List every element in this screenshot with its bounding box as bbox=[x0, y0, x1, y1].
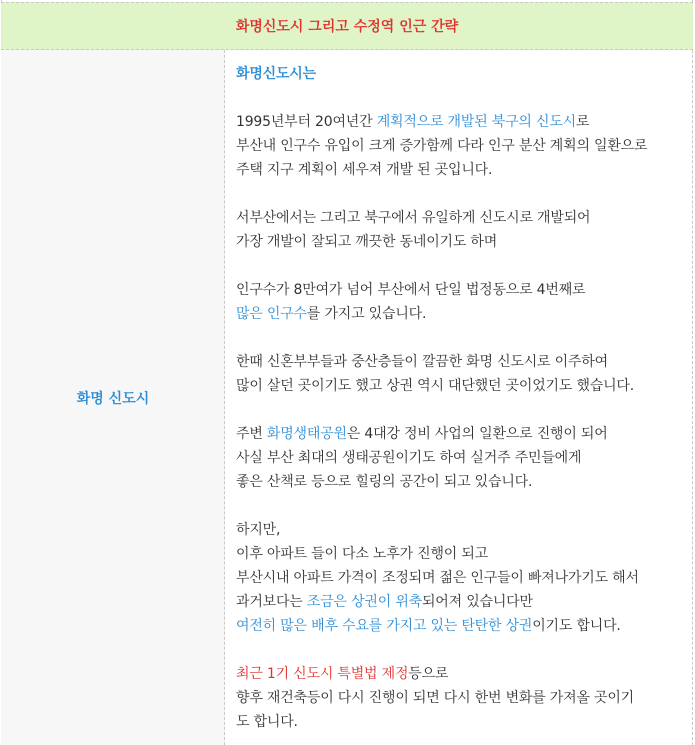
row-label-cell bbox=[1, 50, 225, 745]
text-line: 많이 살던 곳이기도 했고 상권 역시 대단했던 곳이었기도 했습니다. bbox=[236, 378, 634, 394]
text-line: 과거보다는 조금은 상권이 위축되어져 있습니다만 bbox=[236, 594, 533, 610]
text-line: 가장 개발이 잘되고 깨끗한 동네이기도 하며 bbox=[236, 234, 498, 250]
text-line: 하지만, bbox=[236, 522, 281, 538]
text-line: 이후 아파트 들이 다소 노후가 진행이 되고 bbox=[236, 546, 489, 562]
text-line: 많은 인구수를 가지고 있습니다. bbox=[236, 306, 427, 322]
text-line: 주변 화명생태공원은 4대강 정비 사업의 일환으로 진행이 되어 bbox=[236, 426, 608, 442]
text-line: 여전히 많은 배후 수요를 가지고 있는 탄탄한 상권이기도 합니다. bbox=[236, 618, 621, 634]
highlight-population: 많은 인구수 bbox=[236, 306, 307, 322]
paragraph-decline bbox=[236, 518, 686, 638]
text-line: 인구수가 8만여가 넘어 부산에서 단일 법정동으로 4번째로 bbox=[236, 282, 586, 298]
text-line: 좋은 산책로 등으로 힐링의 공간이 되고 있습니다. bbox=[236, 474, 533, 490]
row-label: 화명 신도시 bbox=[76, 391, 150, 407]
text-line: 사실 부산 최대의 생태공원이기도 하여 실거주 주민들에게 bbox=[236, 450, 582, 466]
header-title: 화명신도시 그리고 수정역 인근 간략 bbox=[235, 19, 459, 35]
text-line: 부산시내 아파트 가격이 조정되며 젊은 인구들이 빠져나가기도 해서 bbox=[236, 570, 639, 586]
text-line: 1995년부터 20여년간 계획적으로 개발된 북구의 신도시로 bbox=[236, 114, 590, 130]
highlight-shrink: 조금은 상권이 위축 bbox=[306, 594, 422, 610]
table-header bbox=[1, 2, 693, 50]
paragraph-outlook bbox=[236, 662, 686, 734]
highlight-planned-city: 계획적으로 개발된 북구의 신도시 bbox=[376, 114, 576, 130]
highlight-demand: 여전히 많은 배후 수요를 가지고 있는 탄탄한 상권 bbox=[236, 618, 533, 634]
text-line: 서부산에서는 그리고 북구에서 유일하게 신도시로 개발되어 bbox=[236, 210, 591, 226]
text-line: 부산내 인구수 유입이 크게 증가함께 다라 인구 분산 계획의 일환으로 bbox=[236, 138, 648, 154]
text-line: 최근 1기 신도시 특별법 제정등으로 bbox=[236, 666, 449, 682]
text-line: 한때 신혼부부들과 중산층들이 깔끔한 화명 신도시로 이주하여 bbox=[236, 354, 608, 370]
text-line: 향후 재건축등이 다시 진행이 되면 다시 한번 변화를 가져올 곳이기 bbox=[236, 690, 634, 706]
text-line: 주택 지구 계획이 세우져 개발 된 곳입니다. bbox=[236, 162, 493, 178]
description-cell bbox=[236, 62, 686, 734]
paragraph-history bbox=[236, 110, 686, 182]
paragraph-development bbox=[236, 206, 686, 254]
paragraph-residents bbox=[236, 350, 686, 398]
highlight-special-law: 최근 1기 신도시 특별법 제정 bbox=[236, 666, 409, 682]
paragraph-eco-park bbox=[236, 422, 686, 494]
paragraph-population bbox=[236, 278, 686, 326]
highlight-eco-park: 화명생태공원 bbox=[266, 426, 347, 442]
text-line: 도 합니다. bbox=[236, 714, 298, 730]
content-heading: 화명신도시는 bbox=[236, 66, 316, 82]
